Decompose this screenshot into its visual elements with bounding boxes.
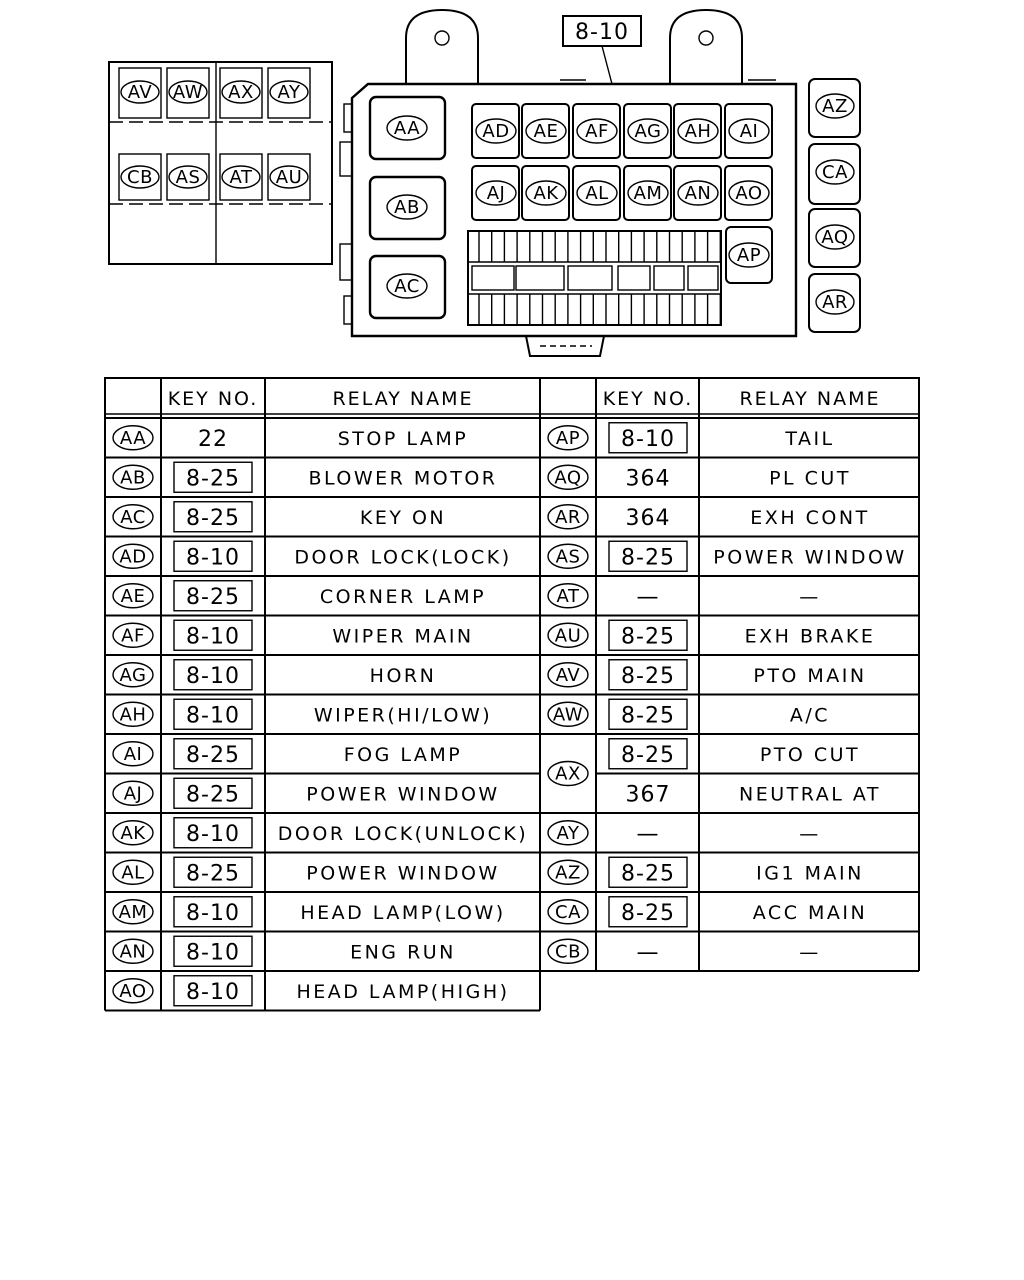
relay-code-aq <box>816 225 854 249</box>
relay-code-label: AV <box>127 82 153 103</box>
relay-code-label: AN <box>684 183 712 204</box>
relay-code-at <box>548 584 588 608</box>
relay-code-cb <box>121 166 159 188</box>
right-header-key-no: KEY NO. <box>602 388 694 410</box>
relay-code-ay <box>548 821 588 845</box>
relay-name-value: KEY ON <box>359 506 447 529</box>
relay-code-al <box>577 181 617 205</box>
relay-name-value: PTO CUT <box>759 743 861 766</box>
table-row <box>113 462 498 492</box>
key-no-value: 367 <box>625 782 671 808</box>
relay-code-label: AT <box>556 585 580 607</box>
table-row <box>548 939 821 965</box>
relay-code-am <box>628 181 668 205</box>
relay-name-value: EXH CONT <box>750 506 870 529</box>
relay-name-value: WIPER(HI/LOW) <box>313 704 493 727</box>
relay-code-ab <box>387 195 427 219</box>
relay-code-label: AX <box>555 763 581 785</box>
relay-code-label: AS <box>175 167 201 188</box>
relay-code-label: AF <box>585 121 609 142</box>
relay-code-label: AG <box>634 121 662 142</box>
relay-code-ac <box>387 274 427 298</box>
relay-code-label: AN <box>119 941 147 963</box>
relay-code-label: AO <box>735 183 763 204</box>
key-no-value: — <box>636 821 660 847</box>
key-no-value: 364 <box>625 505 671 531</box>
key-no-value: — <box>636 940 660 966</box>
relay-code-label: AR <box>555 506 581 528</box>
key-no-value: 8-10 <box>186 663 240 689</box>
relay-code-label: AY <box>556 822 580 844</box>
relay-code-au <box>548 623 588 647</box>
relay-name-value: PL CUT <box>769 467 851 490</box>
callout-8-10 <box>563 16 641 84</box>
relay-code-label: AM <box>118 901 148 923</box>
relay-name-value: TAIL <box>785 427 835 450</box>
relay-name-value: A/C <box>789 704 831 727</box>
relay-code-label: AP <box>736 245 762 266</box>
table-row <box>113 897 506 927</box>
relay-code-ak <box>113 821 153 845</box>
relay-code-aj <box>113 781 153 805</box>
table-row <box>626 782 881 807</box>
relay-name-value: IG1 MAIN <box>756 862 864 885</box>
relay-code-label: AH <box>119 704 147 726</box>
relay-code-ak <box>526 181 566 205</box>
relay-code-label: AE <box>120 585 146 607</box>
relay-name-value: EXH BRAKE <box>744 625 876 648</box>
relay-code-ao <box>113 979 153 1003</box>
relay-name-value: WIPER MAIN <box>332 625 474 648</box>
relay-code-ai <box>729 119 769 143</box>
key-no-value: 8-10 <box>186 545 240 571</box>
relay-code-label: AC <box>394 276 420 297</box>
relay-code-am <box>113 900 153 924</box>
relay-code-label: CA <box>822 162 848 183</box>
key-no-value: — <box>636 584 660 610</box>
relay-name-value: ACC MAIN <box>752 901 868 924</box>
relay-code-af <box>577 119 617 143</box>
relay-code-label: AS <box>555 546 581 568</box>
relay-code-label: AQ <box>821 227 849 248</box>
relay-code-ad <box>113 544 153 568</box>
key-no-value: 8-25 <box>621 545 675 571</box>
table-row <box>548 821 821 847</box>
relay-code-av <box>548 663 588 687</box>
table-row <box>113 541 512 571</box>
relay-code-label: AL <box>121 862 145 884</box>
relay-code-label: AY <box>277 82 301 103</box>
key-no-value: 8-25 <box>621 861 675 887</box>
relay-code-label: AR <box>822 292 848 313</box>
table-row <box>548 423 835 453</box>
relay-code-ai <box>113 742 153 766</box>
relay-code-ac <box>113 505 153 529</box>
key-no-value: 8-25 <box>621 703 675 729</box>
relay-code-ae <box>526 119 566 143</box>
relay-code-al <box>113 860 153 884</box>
table-row <box>113 620 474 650</box>
relay-code-label: AP <box>555 427 581 449</box>
key-no-value: 22 <box>198 426 228 452</box>
relay-name-value: POWER WINDOW <box>306 862 500 885</box>
table-row <box>548 739 860 786</box>
relay-code-label: AA <box>119 427 147 449</box>
relay-code-label: AK <box>533 183 559 204</box>
relay-name-value: FOG LAMP <box>343 743 463 766</box>
key-no-value: 8-25 <box>186 505 240 531</box>
relay-name-value: HEAD LAMP(HIGH) <box>296 980 510 1003</box>
relay-name-value: CORNER LAMP <box>319 585 487 608</box>
relay-code-af <box>113 623 153 647</box>
relay-code-ax <box>222 81 260 103</box>
table-row <box>113 818 528 848</box>
relay-code-label: AD <box>482 121 510 142</box>
relay-code-label: AB <box>394 197 420 218</box>
relay-code-label: AA <box>393 118 421 139</box>
right-relay-block <box>809 79 860 332</box>
relay-code-ah <box>113 702 153 726</box>
callout-label: 8-10 <box>575 20 629 45</box>
relay-code-an <box>678 181 718 205</box>
relay-code-ay <box>270 81 308 103</box>
relay-code-ca <box>548 900 588 924</box>
relay-code-label: AL <box>585 183 609 204</box>
relay-code-aj <box>476 181 516 205</box>
relay-code-ax <box>548 762 588 786</box>
relay-code-ah <box>678 119 718 143</box>
relay-code-label: CB <box>127 167 153 188</box>
relay-code-ap <box>548 426 588 450</box>
key-no-value: 8-10 <box>621 426 675 452</box>
key-no-value: 8-25 <box>186 742 240 768</box>
key-no-value: 8-25 <box>186 861 240 887</box>
relay-code-ap <box>729 243 769 267</box>
relay-code-label: AW <box>552 704 584 726</box>
relay-code-label: AZ <box>555 862 581 884</box>
table-row <box>113 502 446 532</box>
key-no-value: 8-25 <box>186 782 240 808</box>
relay-name-value: — <box>799 822 821 845</box>
relay-code-label: AZ <box>822 96 848 117</box>
relay-code-ar <box>548 505 588 529</box>
relay-code-ar <box>816 290 854 314</box>
key-no-value: 364 <box>625 466 671 492</box>
relay-code-label: AQ <box>554 467 582 489</box>
relay-code-label: AG <box>119 664 147 686</box>
relay-code-label: AI <box>123 743 143 765</box>
relay-code-label: AH <box>684 121 712 142</box>
relay-code-ag <box>628 119 668 143</box>
relay-code-label: AV <box>555 664 581 686</box>
relay-code-ad <box>476 119 516 143</box>
relay-code-ca <box>816 160 854 184</box>
relay-code-label: AC <box>120 506 146 528</box>
relay-name-value: DOOR LOCK(LOCK) <box>294 546 512 569</box>
relay-name-value: DOOR LOCK(UNLOCK) <box>277 822 529 845</box>
key-no-value: 8-25 <box>621 624 675 650</box>
table-row <box>113 426 468 452</box>
key-no-value: 8-25 <box>621 900 675 926</box>
table-row <box>548 541 907 571</box>
relay-name-value: — <box>799 585 821 608</box>
relay-code-ag <box>113 663 153 687</box>
relay-code-ab <box>113 465 153 489</box>
relay-code-aw <box>548 702 588 726</box>
relay-code-ae <box>113 584 153 608</box>
key-no-value: 8-10 <box>186 900 240 926</box>
left-header-key-no: KEY NO. <box>167 388 259 410</box>
right-header-relay-name: RELAY NAME <box>739 388 881 410</box>
key-no-value: 8-10 <box>186 624 240 650</box>
fuse-block <box>468 231 721 325</box>
relay-table <box>105 378 919 1011</box>
relay-code-label: AE <box>533 121 559 142</box>
relay-code-label: AX <box>228 82 254 103</box>
relay-code-label: AD <box>119 546 147 568</box>
table-row <box>113 778 500 808</box>
key-no-value: 8-10 <box>186 979 240 1005</box>
table-row <box>548 620 875 650</box>
relay-code-label: AI <box>739 121 759 142</box>
key-no-value: 8-25 <box>621 742 675 768</box>
key-no-value: 8-10 <box>186 821 240 847</box>
relay-code-az <box>816 94 854 118</box>
relay-code-label: AK <box>120 822 146 844</box>
relay-code-label: AU <box>554 625 582 647</box>
relay-code-label: AJ <box>486 183 506 204</box>
relay-code-as <box>169 166 207 188</box>
relay-code-label: AJ <box>123 783 143 805</box>
table-row <box>548 699 830 729</box>
table-row <box>113 857 500 887</box>
relay-name-value: POWER WINDOW <box>306 783 500 806</box>
table-row <box>113 976 510 1006</box>
relay-name-value: POWER WINDOW <box>713 546 907 569</box>
relay-name-value: PTO MAIN <box>753 664 867 687</box>
relay-code-au <box>270 166 308 188</box>
table-row <box>113 699 492 729</box>
relay-code-label: AB <box>120 467 146 489</box>
key-no-value: 8-10 <box>186 703 240 729</box>
table-row <box>113 581 486 611</box>
relay-code-at <box>222 166 260 188</box>
table-row <box>548 584 821 610</box>
relay-code-label: AU <box>275 167 303 188</box>
left-header-relay-name: RELAY NAME <box>332 388 474 410</box>
key-no-value: 8-10 <box>186 940 240 966</box>
table-row <box>113 936 456 966</box>
key-no-value: 8-25 <box>186 584 240 610</box>
relay-name-value: BLOWER MOTOR <box>308 467 498 490</box>
relay-name-value: HEAD LAMP(LOW) <box>300 901 506 924</box>
relay-code-label: CB <box>555 941 581 963</box>
relay-code-label: AO <box>119 980 147 1002</box>
relay-name-value: ENG RUN <box>350 941 456 964</box>
relay-code-aw <box>169 81 207 103</box>
relay-code-label: AT <box>229 167 253 188</box>
main-relay-box <box>340 10 796 356</box>
key-no-value: 8-25 <box>621 663 675 689</box>
table-row <box>113 739 462 769</box>
relay-code-label: AM <box>633 183 663 204</box>
relay-code-ao <box>729 181 769 205</box>
relay-code-an <box>113 939 153 963</box>
relay-code-label: CA <box>555 901 581 923</box>
relay-code-av <box>121 81 159 103</box>
relay-name-value: NEUTRAL AT <box>739 783 881 806</box>
relay-code-aa <box>387 116 427 140</box>
relay-code-aq <box>548 465 588 489</box>
left-relay-block <box>109 62 332 264</box>
relay-code-az <box>548 860 588 884</box>
relay-name-value: — <box>799 941 821 964</box>
key-no-value: 8-25 <box>186 466 240 492</box>
relay-name-value: HORN <box>369 664 437 687</box>
relay-code-aa <box>113 426 153 450</box>
relay-code-label: AW <box>172 82 204 103</box>
relay-code-cb <box>548 939 588 963</box>
relay-code-as <box>548 544 588 568</box>
relay-name-value: STOP LAMP <box>337 427 469 450</box>
relay-code-label: AF <box>121 625 145 647</box>
